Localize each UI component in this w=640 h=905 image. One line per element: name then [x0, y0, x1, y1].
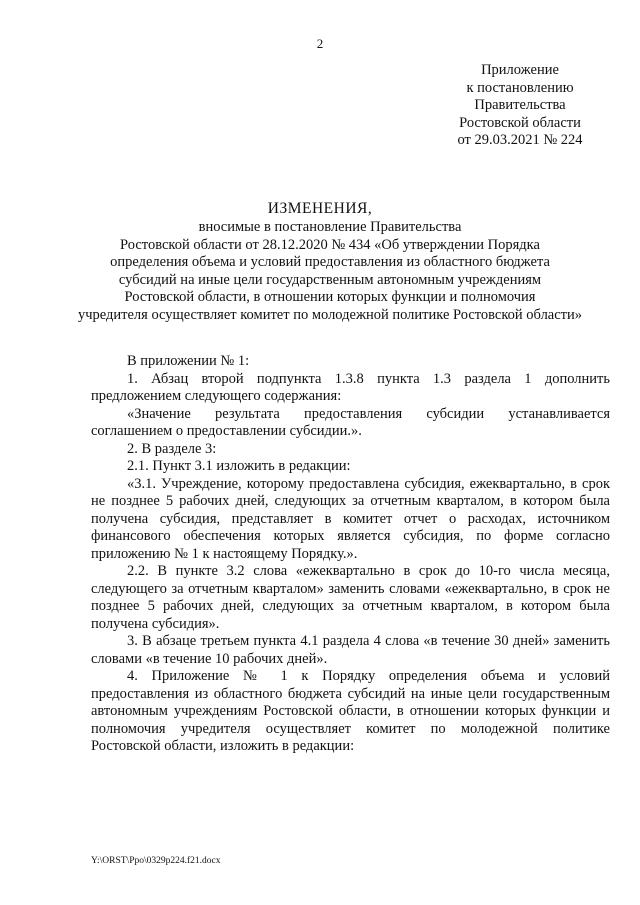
paragraph-item-2: 2. В разделе 3: — [127, 440, 217, 457]
appendix-line: Приложение — [481, 62, 559, 78]
subtitle-line: Ростовской области от 28.12.2020 № 434 «Об утверждении Порядка — [120, 236, 540, 253]
paragraph-item-3: 3. В абзаце третьем пункта 4.1 раздела 4 слова «в течение 30 дней» заменить словами «в течение 10 рабочих дней». — [91, 633, 610, 667]
document-title: ИЗМЕНЕНИЯ, — [267, 200, 373, 217]
paragraph-item-4: 4. Приложение № 1 к Порядку определения объема и условий предоставления из областного бюджета субсидий на иные цели государственным автономным учреждениям Ростовской области, в отношении которых функции и полномочия учредителя осуществляет комитет по молодежной политике Ростовской области, изложить в редакции: — [91, 668, 610, 754]
paragraph-intro: В приложении № 1: — [127, 353, 250, 369]
footer-file-path: Y:\ORST\Ppo\0329p224.f21.docx — [91, 856, 221, 866]
appendix-line: Ростовской области — [459, 114, 581, 131]
paragraph-item-1: 1. Абзац второй подпункта 1.3.8 пункта 1.3 раздела 1 дополнить предложением следующего содержания: — [91, 370, 610, 404]
subtitle-line: субсидий на иные цели государственным автономным учреждениям — [118, 271, 542, 288]
subtitle-line: определения объема и условий предоставления из областного бюджета — [110, 254, 550, 270]
page-number: 2 — [316, 36, 324, 51]
subtitle-line: вносимые в постановление Правительства — [198, 219, 462, 235]
appendix-line: Правительства — [474, 97, 566, 113]
appendix-block — [430, 62, 610, 150]
paragraph-quote-1: «Значение результата предоставления субсидии устанавливается соглашением о предоставлении субсидии.». — [91, 405, 610, 439]
paragraph-item-2-2: 2.2. В пункте 3.2 слова «ежеквартально в срок до 10-го числа месяца, следующего за отчетным кварталом» заменить словами «ежеквартально, в срок не позднее 5 рабочих дней, следующих за отчетным кварталом, в котором была получена субсидия». — [91, 563, 610, 632]
subtitle-line: Ростовской области, в отношении которых функции и полномочия — [124, 289, 536, 305]
subtitle-line: учредителя осуществляет комитет по молодежной политике Ростовской области» — [77, 306, 583, 323]
document-body — [91, 353, 610, 756]
paragraph-quote-3-1: «3.1. Учреждение, которому предоставлена субсидия, ежеквартально, в срок не позднее 5 рабочих дней, следующих за отчетным кварталом, в котором была получена субсидия, представляет в комитет отчет о расходах, источником финансового обеспечения которых является субсидия, по форме согласно приложению № 1 к настоящему Порядку.». — [91, 475, 610, 562]
document-subtitle — [60, 219, 600, 324]
appendix-line: к постановлению — [466, 79, 574, 96]
paragraph-item-2-1: 2.1. Пункт 3.1 изложить в редакции: — [127, 458, 351, 474]
appendix-line: от 29.03.2021 № 224 — [457, 132, 583, 148]
